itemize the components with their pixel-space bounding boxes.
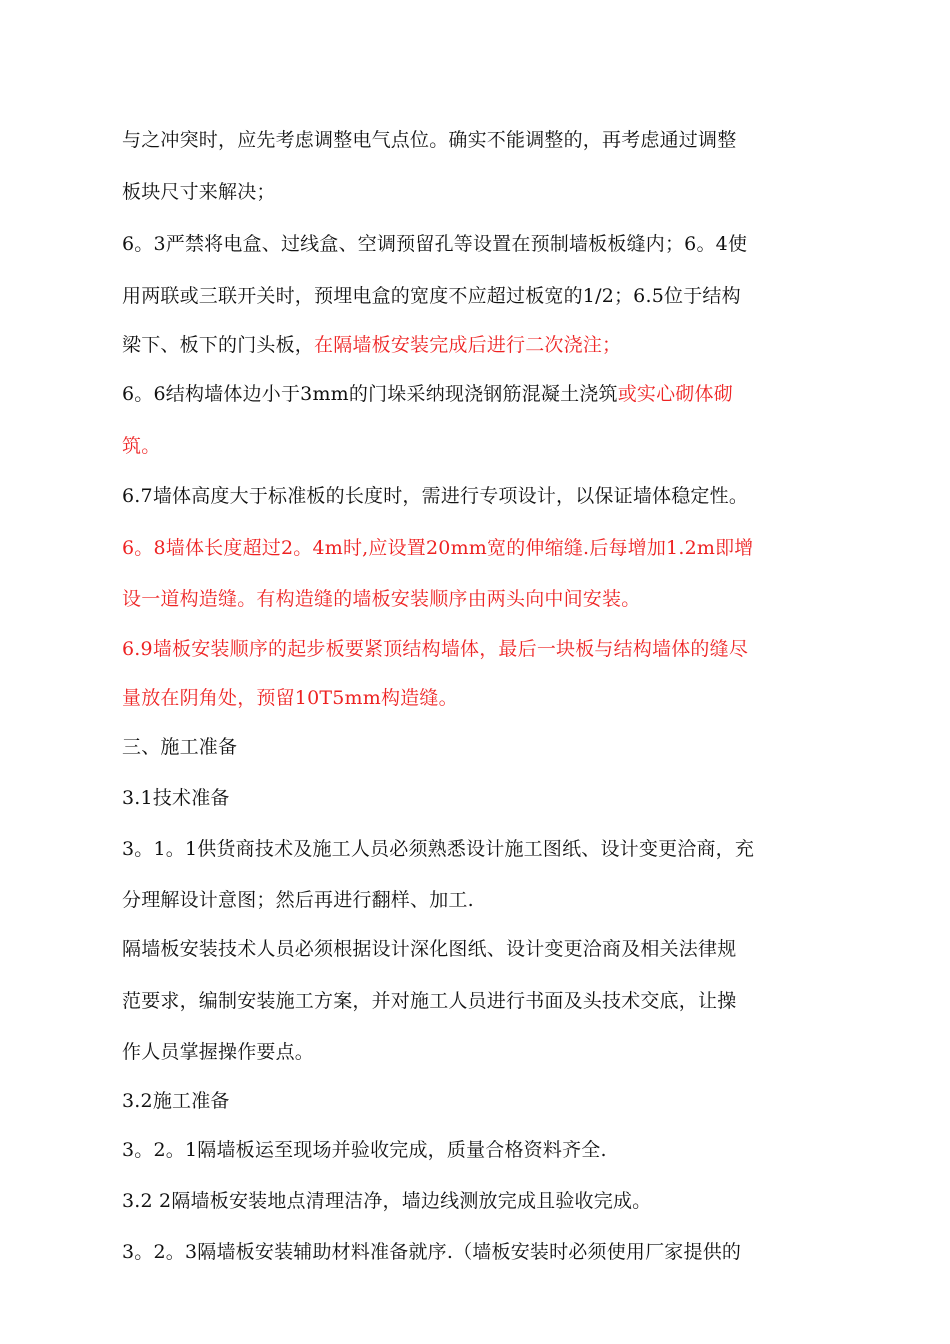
text-line bbox=[122, 937, 832, 961]
text-segment: 3。2。3隔墙板安装辅助材料准备就序.（墙板安装时必须使用厂家提供的 bbox=[122, 1241, 742, 1263]
text-line bbox=[122, 536, 832, 560]
text-line bbox=[122, 232, 832, 256]
text-line bbox=[122, 637, 832, 661]
text-line bbox=[122, 837, 832, 861]
text-line bbox=[122, 484, 832, 508]
text-line bbox=[122, 1189, 832, 1213]
text-segment: 3。1。1供货商技术及施工人员必须熟悉设计施工图纸、设计变更洽商，充 bbox=[122, 838, 755, 860]
highlighted-text-segment: 筑。 bbox=[122, 435, 161, 457]
text-line bbox=[122, 888, 832, 912]
highlighted-text-segment: 量放在阴角处，预留10T5mm构造缝。 bbox=[122, 687, 458, 709]
text-segment: 6.7墙体高度大于标准板的长度时，需进行专项设计，以保证墙体稳定性。 bbox=[122, 485, 749, 507]
text-segment: 6。6结构墙体边小于3mm的门垛采纳现浇钢筋混凝土浇筑 bbox=[122, 383, 618, 405]
text-line bbox=[122, 1138, 832, 1162]
text-segment: 用两联或三联开关时，预埋电盒的宽度不应超过板宽的1/2；6.5位于结构 bbox=[122, 285, 741, 307]
text-line bbox=[122, 686, 832, 710]
highlighted-text-segment: 6。8墙体长度超过2。4m时,应设置20mm宽的伸缩缝.后每增加1.2m即增 bbox=[122, 537, 754, 559]
text-line bbox=[122, 735, 832, 759]
text-segment: 3.1技术准备 bbox=[122, 787, 230, 809]
text-line bbox=[122, 786, 832, 810]
text-line bbox=[122, 1089, 832, 1113]
text-line bbox=[122, 382, 832, 406]
highlighted-text-segment: 或实心砌体砌 bbox=[617, 383, 733, 405]
highlighted-text-segment: 设一道构造缝。有构造缝的墙板安装顺序由两头向中间安装。 bbox=[122, 588, 641, 610]
text-segment: 范要求，编制安装施工方案，并对施工人员进行书面及头技术交底，让操 bbox=[122, 990, 737, 1012]
text-segment: 分理解设计意图；然后再进行翻样、加工. bbox=[122, 889, 474, 911]
text-line bbox=[122, 180, 832, 204]
text-segment: 隔墙板安装技术人员必须根据设计深化图纸、设计变更洽商及相关法律规 bbox=[122, 938, 737, 960]
text-line bbox=[122, 128, 832, 152]
text-segment: 作人员掌握操作要点。 bbox=[122, 1041, 315, 1063]
text-line bbox=[122, 587, 832, 611]
text-segment: 6。3严禁将电盒、过线盒、空调预留孔等设置在预制墙板板缝内；6。4使 bbox=[122, 233, 748, 255]
text-line bbox=[122, 1040, 832, 1064]
text-segment: 板块尺寸来解决； bbox=[122, 181, 276, 203]
text-segment: 3.2 2隔墙板安装地点清理洁净，墙边线测放完成且验收完成。 bbox=[122, 1190, 652, 1212]
text-line bbox=[122, 1240, 832, 1264]
text-segment: 三、施工准备 bbox=[122, 736, 238, 758]
text-line bbox=[122, 284, 832, 308]
text-line bbox=[122, 434, 832, 458]
text-segment: 3.2施工准备 bbox=[122, 1090, 230, 1112]
text-segment: 与之冲突时，应先考虑调整电气点位。确实不能调整的，再考虑通过调整 bbox=[122, 129, 737, 151]
highlighted-text-segment: 在隔墙板安装完成后进行二次浇注； bbox=[314, 334, 622, 356]
text-line bbox=[122, 989, 832, 1013]
text-segment: 3。2。1隔墙板运至现场并验收完成，质量合格资料齐全. bbox=[122, 1139, 607, 1161]
text-segment: 梁下、板下的门头板， bbox=[122, 334, 315, 356]
text-line bbox=[122, 333, 832, 357]
highlighted-text-segment: 6.9墙板安装顺序的起步板要紧顶结构墙体，最后一块板与结构墙体的缝尽 bbox=[122, 638, 749, 660]
